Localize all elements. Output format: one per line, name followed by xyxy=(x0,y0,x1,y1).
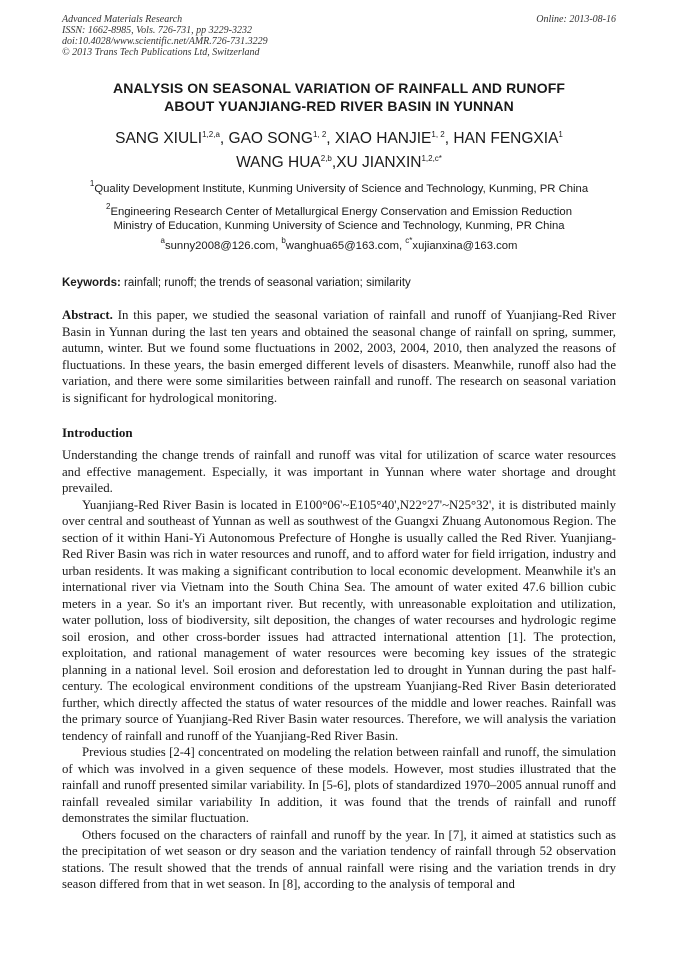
email-address[interactable]: wanghua65@163.com xyxy=(285,240,400,252)
keywords xyxy=(62,277,411,289)
email-mark: b xyxy=(281,236,286,245)
keywords-text: rainfall; runoff; the trends of seasonal variation; similarity xyxy=(124,277,411,289)
author-name: XIAO HANJIE xyxy=(334,130,432,147)
author-line-2 xyxy=(40,151,638,175)
keywords-label: Keywords: xyxy=(62,277,121,289)
author-name: GAO SONG xyxy=(228,130,313,147)
introduction-body xyxy=(62,447,616,893)
author-name: WANG HUA xyxy=(236,154,321,171)
affiliation-1 xyxy=(40,179,638,196)
author-affiliation-mark: 1, 2 xyxy=(431,130,445,139)
abstract xyxy=(62,307,616,406)
author-separator: , xyxy=(219,130,229,147)
affiliation-2 xyxy=(40,202,638,233)
author-list xyxy=(40,127,638,175)
email-address[interactable]: xujianxina@163.com xyxy=(412,240,518,252)
journal-name: Advanced Materials Research xyxy=(62,14,183,25)
email-address[interactable]: sunny2008@126.com xyxy=(164,240,276,252)
author-affiliation-mark: 1 xyxy=(558,130,563,139)
paragraph: Previous studies [2-4] concentrated on modeling the relation between rainfall and runoff, the simulation of which was involved in a given sequence of these models. However, most studies illustrated that the rainfall and runoff presented similar variability. In [5-6], plots of standardized 1970–2005 annual runoff and rainfall revealed similar variability In addition, it was found that the trends of rainfall and runoff demonstrates the similar fluctuation. xyxy=(62,745,616,825)
online-date: Online: 2013-08-16 xyxy=(536,14,616,25)
affiliation-number: 2 xyxy=(106,202,111,211)
author-affiliation-mark: 2,b xyxy=(320,154,332,163)
doi-line: doi:10.4028/www.scientific.net/AMR.726-731.3229 xyxy=(62,36,268,47)
email-list xyxy=(40,236,638,252)
copyright-line: © 2013 Trans Tech Publications Ltd, Switzerland xyxy=(62,47,260,58)
title-line-2: ABOUT YUANJIANG-RED RIVER BASIN IN YUNNAN xyxy=(164,98,514,114)
author-separator: , xyxy=(331,154,337,171)
email-separator: , xyxy=(275,240,282,252)
author-separator: , xyxy=(444,130,454,147)
affiliation-text: Ministry of Education, Kunming University of Science and Technology, Kunming, PR China xyxy=(113,220,565,232)
author-name: XU JIANXIN xyxy=(336,154,422,171)
affiliation-number: 1 xyxy=(89,179,95,188)
paragraph: Others focused on the characters of rainfall and runoff by the year. In [7], it aimed at statistics such as the precipitation of wet season or dry season and the variation tendency of rainfall through 52 observation stations. The result showed that the trends of annual rainfall were rising and the variation trends in dry season differed from that in wet season. In [8], according to the analysis of temporal and xyxy=(62,827,616,891)
paper-title xyxy=(40,79,638,115)
affiliation-text: Engineering Research Center of Metallurgical Energy Conservation and Emission Reduction xyxy=(110,206,572,218)
author-line-1 xyxy=(40,127,638,151)
email-separator: , xyxy=(399,240,406,252)
author-separator: , xyxy=(326,130,335,147)
author-name: HAN FENGXIA xyxy=(453,130,559,147)
email-mark: a xyxy=(160,236,165,245)
email-mark: c* xyxy=(405,236,413,245)
journal-header xyxy=(62,14,268,58)
author-affiliation-mark: 1,2,c* xyxy=(421,154,442,163)
issn-line: ISSN: 1662-8985, Vols. 726-731, pp 3229-3232 xyxy=(62,25,252,36)
title-line-1: ANALYSIS ON SEASONAL VARIATION OF RAINFALL AND RUNOFF xyxy=(112,80,566,96)
author-name: SANG XIULI xyxy=(115,130,203,147)
abstract-text: In this paper, we studied the seasonal variation of rainfall and runoff of Yuanjiang-Red River Basin in Yunnan during the last ten years and obtained the seasonal change of rainfall on spring, summer, autumn, winter. But we found some fluctuations in 2002, 2003, 2004, 2010, then analyzed the reasons of fluctuations. In these years, the basin emerged different levels of disasters. Meanwhile, runoff also had the variation, and there were some similarities between rainfall and runoff. The research on seasonal variation is significant for hydrological monitoring. xyxy=(62,308,616,405)
introduction-heading: Introduction xyxy=(62,425,133,440)
author-affiliation-mark: 1,2,a xyxy=(202,130,220,139)
paragraph: Yuanjiang-Red River Basin is located in E100°06'~E105°40',N22°27'~N25°32', it is distributed mainly over central and southeast of Yunnan as well as southwest of the Guangxi Zhuang Autonomous Region. The section of it within Hani-Yi Autonomous Prefecture of Honghe is usually called the Red River. Yuanjiang-Red River Basin was rich in water resources and runoff, and to afford water for field irrigation, industry and urban residents. It was making a significant contribution to local economic development. Meanwhile it's an international river via Vietnam into the South China Sea. The amount of water exited 47.6 billion cubic meters in a year. So it's an important river. But recently, with unreasonable exploitation and utilization, water pollution, loss of biodiversity, silt deposition, the changes of water recourses and hydrologic regime soil erosion, and other cross-border issues had attracted international attention [1]. The protection, exploitation, and rational management of water resources were becoming key issues of the strategic planning in a national level. Soil erosion and deforestation led to drought in Yunnan during the past half-century. The ecological environment conditions of the upstream Yuanjiang-Red River Basin deteriorated further, which directly affected the status of water resources of the middle and lower reaches. Rainfall was the primary source of Yuanjiang-Red River Basin water resources. Therefore, we will analysis the variation tendency of rainfall and runoff of the Yuanjiang-Red River Basin. xyxy=(62,497,616,743)
author-affiliation-mark: 1, 2 xyxy=(312,130,327,139)
paragraph: Understanding the change trends of rainfall and runoff was vital for utilization of scarce water resources and effective management. Especially, it was important in Yunnan where water shortage and drought prevailed. xyxy=(62,448,616,495)
abstract-label: Abstract. xyxy=(62,308,113,322)
affiliation-text: Quality Development Institute, Kunming University of Science and Technology, Kunming, PR China xyxy=(94,183,589,195)
